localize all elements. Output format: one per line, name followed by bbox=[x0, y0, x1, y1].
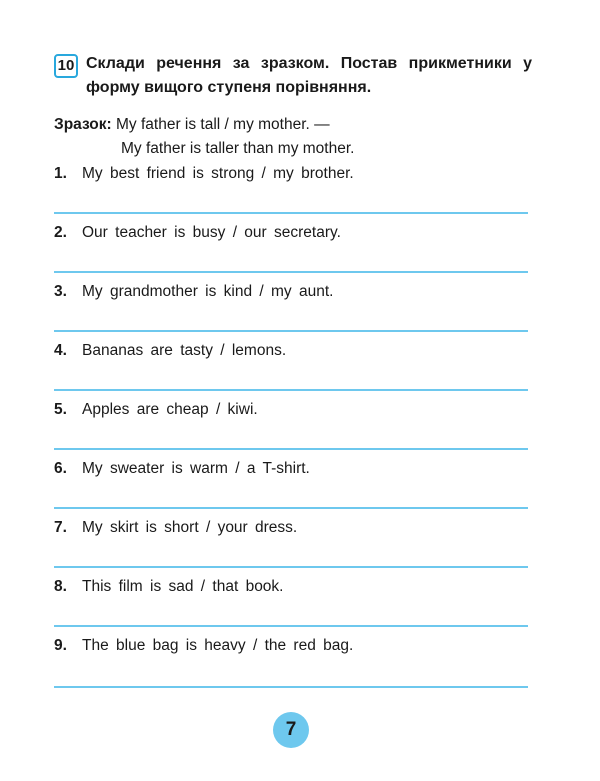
task-number-badge: 10 bbox=[54, 54, 78, 78]
item-number: 3. bbox=[54, 283, 67, 300]
item-text: The blue bag is heavy / the red bag. bbox=[82, 637, 354, 654]
item-text: Bananas are tasty / lemons. bbox=[82, 342, 287, 359]
item-number: 9. bbox=[54, 637, 67, 654]
example-label: Зразок: bbox=[54, 116, 112, 133]
answer-line[interactable] bbox=[54, 271, 528, 273]
example-prompt-line bbox=[54, 114, 330, 136]
item-text: My grandmother is kind / my aunt. bbox=[82, 283, 334, 300]
answer-line[interactable] bbox=[54, 566, 528, 568]
answer-line[interactable] bbox=[54, 507, 528, 509]
answer-line[interactable] bbox=[54, 389, 528, 391]
item-text: Apples are cheap / kiwi. bbox=[82, 401, 258, 418]
item-number: 5. bbox=[54, 401, 67, 418]
example-prompt: My father is tall / my mother. — bbox=[116, 116, 330, 133]
answer-line[interactable] bbox=[54, 686, 528, 688]
item-text: This film is sad / that book. bbox=[82, 578, 284, 595]
answer-line[interactable] bbox=[54, 625, 528, 627]
answer-line[interactable] bbox=[54, 212, 528, 214]
item-number: 4. bbox=[54, 342, 67, 359]
example-answer: My father is taller than my mother. bbox=[121, 140, 355, 157]
task-instruction: Склади речення за зразком. Постав прикметники у форму вищого ступеня порівняння. bbox=[86, 55, 532, 96]
item-number: 1. bbox=[54, 165, 67, 182]
item-number: 7. bbox=[54, 519, 67, 536]
answer-line[interactable] bbox=[54, 448, 528, 450]
item-number: 8. bbox=[54, 578, 67, 595]
item-text: Our teacher is busy / our secretary. bbox=[82, 224, 341, 241]
page-number-badge: 7 bbox=[273, 712, 309, 748]
item-number: 2. bbox=[54, 224, 67, 241]
item-text: My best friend is strong / my brother. bbox=[82, 165, 354, 182]
item-number: 6. bbox=[54, 460, 67, 477]
answer-line[interactable] bbox=[54, 330, 528, 332]
item-text: My sweater is warm / a T-shirt. bbox=[82, 460, 310, 477]
item-text: My skirt is short / your dress. bbox=[82, 519, 298, 536]
